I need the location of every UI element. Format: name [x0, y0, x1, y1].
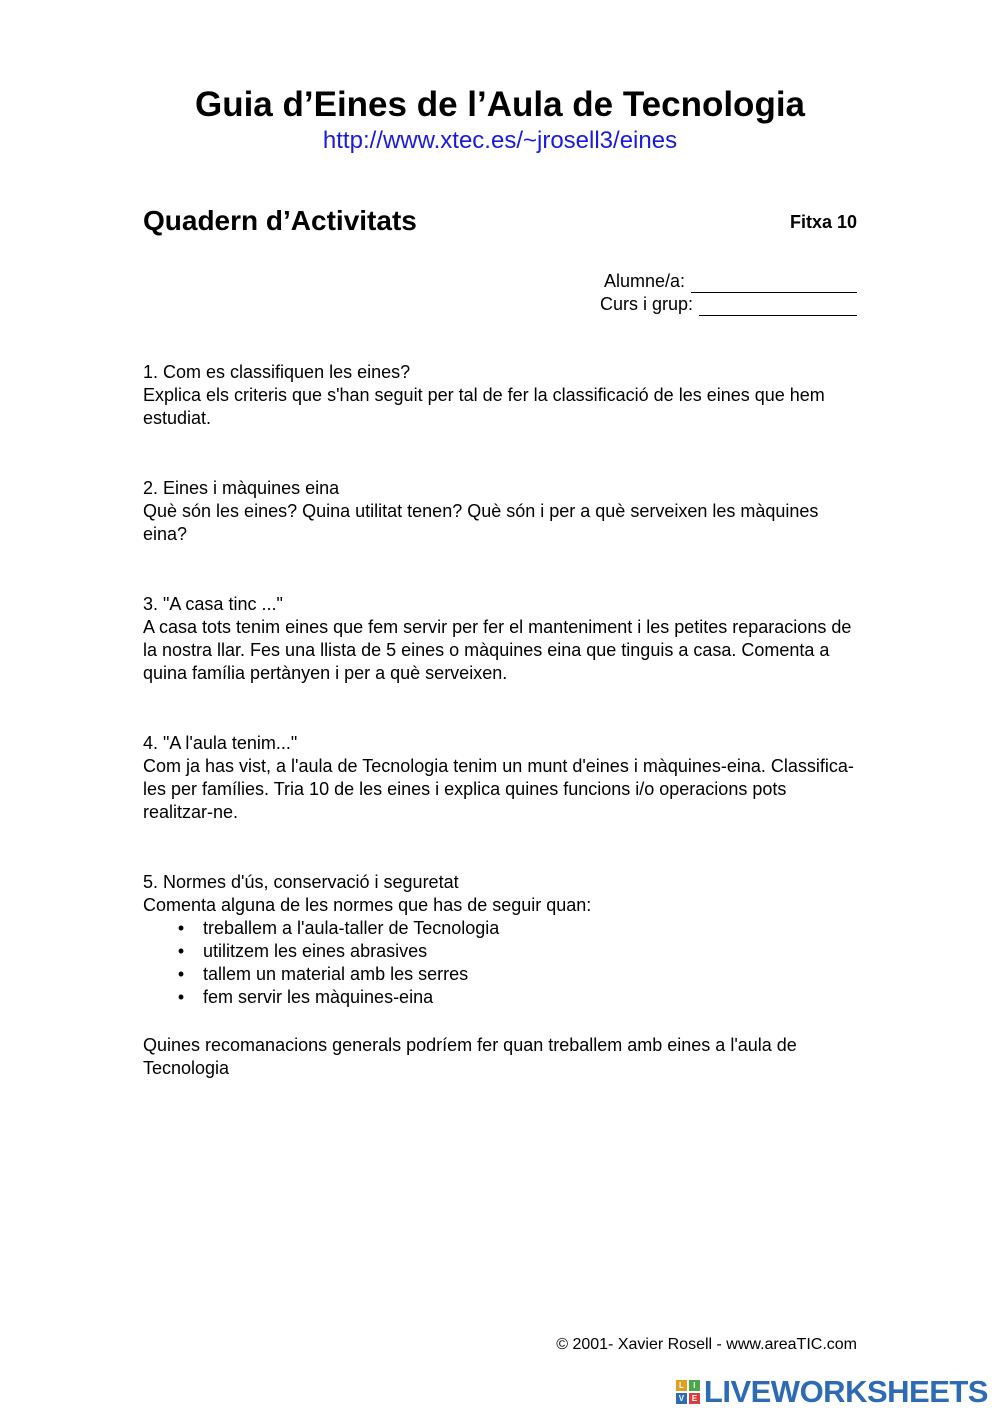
question-heading: 1. Com es classifiquen les eines? — [143, 362, 411, 382]
rules-list — [143, 917, 858, 1009]
question-body: Com ja has vist, a l'aula de Tecnologia tenim un munt d'eines i màquines-eina. Classifica-les per famílies. Tria 10 de les eines i explica quines funcions i/o operacions pots realitzar-ne. — [143, 756, 854, 822]
student-fields — [557, 270, 857, 316]
sheet-number: Fitxa 10 — [789, 212, 857, 232]
list-item — [143, 917, 858, 940]
question-3 — [143, 593, 858, 685]
list-item — [143, 940, 858, 963]
student-group-blank[interactable] — [699, 299, 857, 316]
question-heading: 5. Normes d'ús, conservació i seguretat — [143, 872, 459, 892]
student-group-label: Curs i grup: — [599, 294, 693, 314]
list-item-text: fem servir les màquines-eina — [203, 987, 434, 1007]
student-name-blank[interactable] — [691, 276, 857, 293]
sheet-subtitle: Quadern d’Activitats — [143, 205, 417, 236]
question-4 — [143, 732, 858, 824]
list-item-text: tallem un material amb les serres — [203, 964, 469, 984]
question-1 — [143, 361, 858, 430]
question-heading: 4. "A l'aula tenim..." — [143, 733, 298, 753]
question-body: Comenta alguna de les normes que has de seguir quan: — [143, 895, 592, 915]
logo-tile: E — [689, 1393, 700, 1404]
liveworksheets-text: LIVEWORKSHEETS — [703, 1374, 988, 1409]
liveworksheets-logo — [676, 1374, 988, 1410]
list-item — [143, 963, 858, 986]
student-name-row — [557, 270, 857, 293]
list-item-text: utilitzem les eines abrasives — [203, 941, 428, 961]
question-2 — [143, 477, 858, 546]
bullet-icon: • — [177, 941, 185, 961]
logo-tile: L — [676, 1380, 687, 1391]
question-5 — [143, 871, 858, 1009]
student-name-label: Alumne/a: — [603, 271, 685, 291]
bullet-icon: • — [177, 987, 185, 1007]
bullet-icon: • — [177, 918, 185, 938]
bullet-icon: • — [177, 964, 185, 984]
liveworksheets-icon — [676, 1380, 700, 1404]
header-url-link[interactable]: http://www.xtec.es/~jrosell3/eines — [322, 127, 678, 154]
student-group-row — [557, 293, 857, 316]
list-item-text: treballem a l'aula-taller de Tecnologia — [203, 918, 500, 938]
logo-tile: V — [676, 1393, 687, 1404]
closing-question: Quines recomanacions generals podríem fer quan treballem amb eines a l'aula de Tecnologia — [143, 1035, 797, 1078]
logo-tile: I — [689, 1380, 700, 1391]
page-title: Guia d’Eines de l’Aula de Tecnologia — [194, 85, 806, 124]
question-heading: 2. Eines i màquines eina — [143, 478, 340, 498]
footer-copyright: © 2001- Xavier Rosell - www.areaTIC.com — [556, 1336, 857, 1353]
list-item — [143, 986, 858, 1009]
question-heading: 3. "A casa tinc ..." — [143, 594, 283, 614]
question-body: Què són les eines? Quina utilitat tenen? Què són i per a què serveixen les màquines eina? — [143, 501, 819, 544]
question-body: A casa tots tenim eines que fem servir per fer el manteniment i les petites reparacions de la nostra llar. Fes una llista de 5 eines o màquines eina que tinguis a casa. Comenta a quina família pertànyen i per a què serveixen. — [143, 617, 852, 683]
question-body: Explica els criteris que s'han seguit per tal de fer la classificació de les eines que hem estudiat. — [143, 385, 825, 428]
